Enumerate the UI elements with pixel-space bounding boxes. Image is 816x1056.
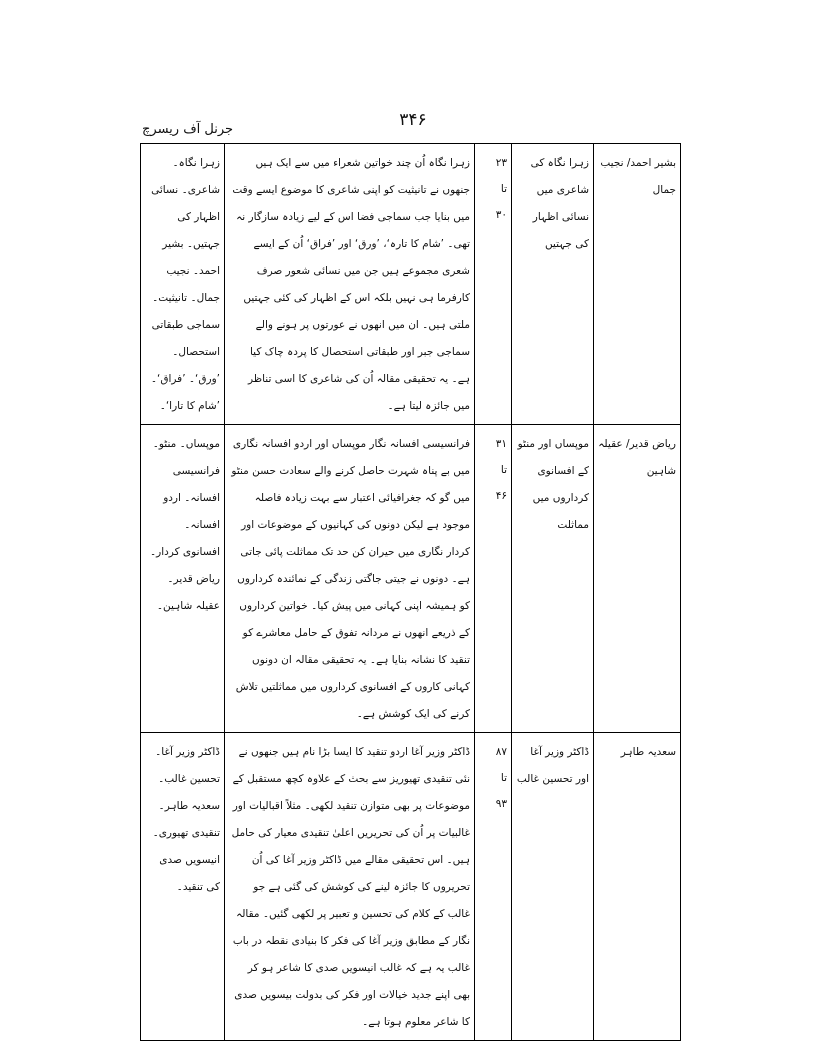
- title-cell: موپساں اور منٹو کے افسانوی کرداروں میں مماثلت: [512, 425, 594, 733]
- author-cell: سعدیہ طاہر: [594, 733, 681, 1041]
- author-cell: ریاض قدیر/ عقیلہ شاہین: [594, 425, 681, 733]
- page-from: ۳۱: [495, 438, 507, 450]
- page-number: ۳۴۶: [399, 110, 427, 130]
- title-cell: ڈاکٹر وزیر آغا اور تحسین غالب: [512, 733, 594, 1041]
- title-cell: زہرا نگاہ کی شاعری میں نسائی اظہار کی جہتیں: [512, 144, 594, 425]
- article-index-table: [140, 143, 681, 1041]
- page-separator: تا: [500, 772, 507, 784]
- pages-cell: [475, 144, 512, 425]
- page-from: ۲۳: [495, 157, 507, 169]
- page-to: ۳۰: [495, 209, 507, 221]
- page-to: ۴۶: [495, 490, 507, 502]
- page-to: ۹۳: [495, 798, 507, 810]
- pages-cell: [475, 425, 512, 733]
- keywords-cell: ڈاکٹر وزیر آغا۔ تحسین غالب۔ سعدیہ طاہر۔ تنقیدی تھیوری۔ انیسویں صدی کی تنقید۔: [141, 733, 225, 1041]
- summary-cell: زہرا نگاہ اُن چند خواتین شعراء میں سے ایک ہیں جنھوں نے تانیثیت کو اپنی شاعری کا موضوع ایسے وقت میں بنایا جب سماجی فضا اس کے لیے زیادہ سازگار نہ تھی۔ ’شام کا تارہ‘، ’ورق‘ اور ’فراق‘ اُن کے ایسے شعری مجموعے ہیں جن میں نسائی شعور صرف کارفرما ہی نہیں بلکہ اس کے اظہار کی کئی جہتیں ملتی ہیں۔ ان میں انھوں نے عورتوں پر ہونے والے سماجی جبر اور طبقاتی استحصال کا پردہ چاک کیا ہے۔ یہ تحقیقی مقالہ اُن کی شاعری کا اسی تناظر میں جائزہ لیتا ہے۔: [225, 144, 475, 425]
- pages-cell: [475, 733, 512, 1041]
- table-row: [141, 733, 681, 1041]
- table-row: [141, 425, 681, 733]
- summary-cell: فرانسیسی افسانہ نگار موپساں اور اردو افسانہ نگاری میں بے پناہ شہرت حاصل کرنے والے سعادت حسن منٹو میں گو کہ جغرافیائی اعتبار سے بہت زیادہ فاصلہ موجود ہے لیکن دونوں کی کہانیوں کے موضوعات اور کردار نگاری میں حیران کن حد تک مماثلت پائی جاتی ہے۔ دونوں نے جیتی جاگتی زندگی کے نمائندہ کرداروں کو ہمیشہ اپنی کہانی میں پیش کیا۔ خواتین کرداروں کے ذریعے انھوں نے مردانہ تفوق کے حامل معاشرے کو تنقید کا نشانہ بنایا ہے۔ یہ تحقیقی مقالہ ان دونوں کہانی کاروں کے افسانوی کرداروں میں مماثلتیں تلاش کرنے کی ایک کوشش ہے۔: [225, 425, 475, 733]
- journal-name: جرنل آف ریسرچ: [142, 122, 234, 137]
- summary-cell: ڈاکٹر وزیر آغا اردو تنقید کا ایسا بڑا نام ہیں جنھوں نے نئی تنقیدی تھیوریز سے بحث کے علاوہ کچھ مستقبل کے موضوعات پر بھی متوازن تنقید لکھی۔ مثلاً اقبالیات اور غالبیات پر اُن کی تحریریں اعلیٰ تنقیدی معیار کی حامل ہیں۔ اس تحقیقی مقالے میں ڈاکٹر وزیر آغا کی اُن تحریروں کا جائزہ لینے کی کوشش کی گئی ہے جو غالب کے کلام کی تحسین و تعبیر پر لکھی گئیں۔ مقالہ نگار کے مطابق وزیر آغا کی فکر کا بنیادی نقطہ در باب غالب یہ ہے کہ غالب انیسویں صدی کا شاعر ہو کر بھی اپنے جدید خیالات اور فکر کی بدولت بیسویں صدی کا شاعر معلوم ہوتا ہے۔: [225, 733, 475, 1041]
- page-from: ۸۷: [495, 746, 507, 758]
- page-separator: تا: [500, 183, 507, 195]
- author-cell: بشیر احمد/ نجیب جمال: [594, 144, 681, 425]
- table-row: [141, 144, 681, 425]
- page-separator: تا: [500, 464, 507, 476]
- keywords-cell: زہرا نگاہ۔ شاعری۔ نسائی اظہار کی جہتیں۔ بشیر احمد۔ نجیب جمال۔ تانیثیت۔ سماجی طبقاتی استحصال۔ ’ورق‘۔ ’فراق‘۔ ’شام کا تارا‘۔: [141, 144, 225, 425]
- keywords-cell: موپساں۔ منٹو۔ فرانسیسی افسانہ۔ اردو افسانہ۔ افسانوی کردار۔ ریاض قدیر۔ عقیلہ شاہین۔: [141, 425, 225, 733]
